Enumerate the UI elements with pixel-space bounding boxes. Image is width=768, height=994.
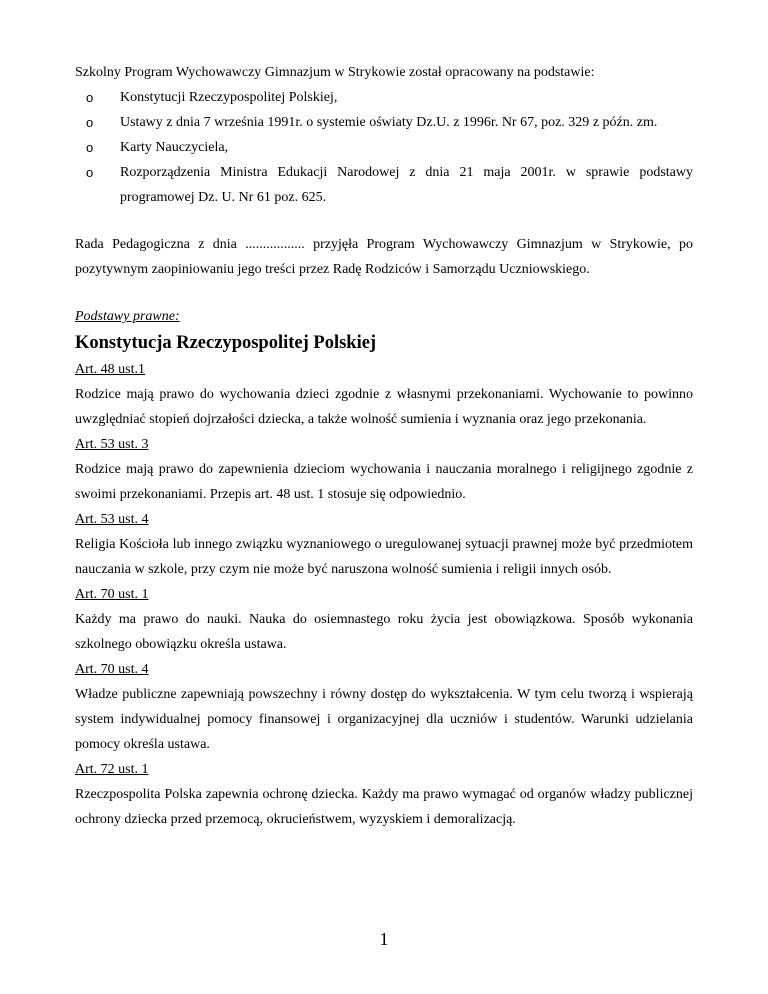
article-ref: Art. 70 ust. 4 <box>75 662 149 677</box>
page-number: 1 <box>379 929 389 949</box>
list-item-text: Ustawy z dnia 7 września 1991r. o systemie oświaty Dz.U. z 1996r. Nr 67, poz. 329 z późn. zm. <box>120 115 658 130</box>
legal-basis-list <box>75 85 693 210</box>
article-block <box>75 432 693 507</box>
article-block <box>75 357 693 432</box>
article-block <box>75 582 693 657</box>
bullet-icon: o <box>86 115 94 130</box>
article-block <box>75 507 693 582</box>
article-text: Władze publiczne zapewniają powszechny i równy dostęp do wykształcenia. W tym celu tworzą i wspierają system indywidualnej pomocy finansowej i organizacyjnej dla uczniów i studentów. Warunki udzielania pomocy określa ustawa. <box>75 687 693 752</box>
article-text: Rodzice mają prawo do zapewnienia dzieciom wychowania i nauczania moralnego i religijnego zgodnie z swoimi przekonaniami. Przepis art. 48 ust. 1 stosuje się odpowiednio. <box>75 462 693 502</box>
article-block <box>75 657 693 757</box>
article-text: Każdy ma prawo do nauki. Nauka do osiemnastego roku życia jest obowiązkowa. Sposób wykonania szkolnego obowiązku określa ustawa. <box>75 612 693 652</box>
bullet-icon: o <box>86 90 94 105</box>
list-item-text: Karty Nauczyciela, <box>120 140 229 155</box>
list-item-text: Konstytucji Rzeczypospolitej Polskiej, <box>120 90 338 105</box>
podstawy-label: Podstawy prawne: <box>75 309 180 324</box>
list-item <box>75 135 693 160</box>
section-heading: Konstytucja Rzeczypospolitej Polskiej <box>75 333 377 353</box>
list-item <box>75 110 693 135</box>
article-ref: Art. 48 ust.1 <box>75 362 145 377</box>
article-block <box>75 757 693 832</box>
rada-paragraph: Rada Pedagogiczna z dnia ................. przyjęła Program Wychowawczy Gimnazjum w Strykowie, po pozytywnym zaopiniowaniu jego treści przez Radę Rodziców i Samorządu Uczniowskiego. <box>75 237 693 277</box>
article-ref: Art. 72 ust. 1 <box>75 762 149 777</box>
article-text: Religia Kościoła lub innego związku wyznaniowego o uregulowanej sytuacji prawnej może być przedmiotem nauczania w szkole, przy czym nie może być naruszona wolność sumienia i religii innych osób. <box>75 537 693 577</box>
list-item <box>75 160 693 210</box>
article-ref: Art. 70 ust. 1 <box>75 587 149 602</box>
list-item-text: Rozporządzenia Ministra Edukacji Narodowej z dnia 21 maja 2001r. w sprawie podstawy programowej Dz. U. Nr 61 poz. 625. <box>120 165 693 205</box>
list-item <box>75 85 693 110</box>
bullet-icon: o <box>86 165 94 180</box>
article-text: Rzeczpospolita Polska zapewnia ochronę dziecka. Każdy ma prawo wymagać od organów władzy publicznej ochrony dziecka przed przemocą, okrucieństwem, wyzyskiem i demoralizacją. <box>75 787 693 827</box>
document-page <box>75 60 693 832</box>
article-ref: Art. 53 ust. 4 <box>75 512 149 527</box>
article-text: Rodzice mają prawo do wychowania dzieci zgodnie z własnymi przekonaniami. Wychowanie to powinno uwzględniać stopień dojrzałości dziecka, a także wolność sumienia i wyznania oraz jego przekonania. <box>75 387 693 427</box>
bullet-icon: o <box>86 140 94 155</box>
intro-text: Szkolny Program Wychowawczy Gimnazjum w Strykowie został opracowany na podstawie: <box>75 65 595 80</box>
article-ref: Art. 53 ust. 3 <box>75 437 149 452</box>
